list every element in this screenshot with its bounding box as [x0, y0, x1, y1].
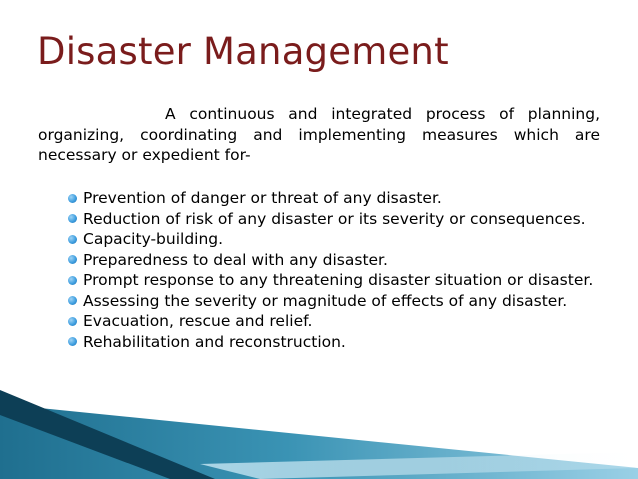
bullet-item-capacity	[68, 229, 600, 250]
bullet-list	[68, 188, 600, 352]
bullet-text: Prompt response to any threatening disaster situation or disaster.	[83, 271, 594, 289]
bullet-item-prevention	[68, 188, 600, 209]
sphere-bullet-icon	[68, 337, 77, 346]
sphere-bullet-icon	[68, 214, 77, 223]
bullet-text: Rehabilitation and reconstruction.	[83, 332, 346, 351]
bullet-item-response	[68, 270, 600, 291]
sphere-bullet-icon	[68, 317, 77, 326]
slide-title: Disaster Management	[37, 30, 449, 73]
bullet-item-evacuation	[68, 311, 600, 332]
sphere-bullet-icon	[68, 255, 77, 264]
bullet-item-reduction	[68, 209, 600, 230]
bullet-text: Evacuation, rescue and relief.	[83, 312, 313, 330]
bullet-text: Prevention of danger or threat of any disaster.	[83, 189, 442, 207]
bullet-item-rehabilitation	[68, 332, 600, 353]
bullet-text: Capacity-building.	[83, 230, 224, 248]
bullet-item-assessing	[68, 291, 600, 312]
decorative-swoosh	[0, 390, 638, 479]
bullet-text: Reduction of risk of any disaster or its severity or consequences.	[83, 209, 586, 228]
sphere-bullet-icon	[68, 194, 77, 203]
bullet-item-preparedness	[68, 250, 600, 271]
intro-paragraph: A continuous and integrated process of planning, organizing, coordinating and implementing measures which are necessary or expedient for-	[38, 105, 600, 164]
sphere-bullet-icon	[68, 276, 77, 285]
sphere-bullet-icon	[68, 235, 77, 244]
bullet-text: Preparedness to deal with any disaster.	[83, 250, 388, 269]
bullet-text: Assessing the severity or magnitude of effects of any disaster.	[83, 291, 568, 310]
sphere-bullet-icon	[68, 296, 77, 305]
